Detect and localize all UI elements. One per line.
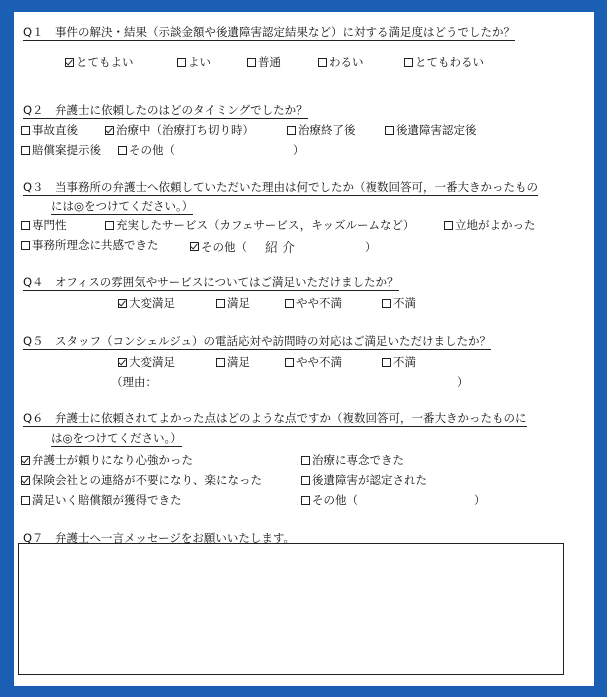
q6-label-line1: Q６ 弁護士に依頼されてよかった点はどのような点ですか（複数回答可，一番大きかったものに — [23, 411, 527, 425]
checkbox[interactable] — [318, 58, 327, 67]
checkbox[interactable] — [444, 221, 453, 230]
checkbox[interactable] — [190, 242, 199, 251]
q1-option-good[interactable]: よい — [177, 54, 211, 70]
q5-reason-field[interactable]: （理由： ） — [111, 375, 469, 389]
checkbox[interactable] — [216, 358, 225, 367]
checkbox[interactable] — [21, 221, 30, 230]
checkbox[interactable] — [21, 476, 30, 485]
checkbox[interactable] — [105, 221, 114, 230]
q2-option-other[interactable]: その他（ ） — [118, 142, 305, 158]
q6-option-compensation[interactable]: 満足いく賠償額が獲得できた — [21, 492, 182, 508]
q5-label: Q５ スタッフ（コンシェルジュ）の電話応対や訪問時の対応はご満足いただけましたか？ — [23, 334, 492, 348]
q6-option-focus-treatment[interactable]: 治療に専念できた — [301, 452, 404, 468]
q4-option-dissatisfied[interactable]: 不満 — [382, 295, 416, 311]
q5-option-dissatisfied[interactable]: 不満 — [382, 354, 416, 370]
checkbox[interactable] — [382, 358, 391, 367]
checkbox[interactable] — [21, 456, 30, 465]
q4-label: Q４ オフィスの雰囲気やサービスについてはご満足いただけましたか？ — [23, 275, 399, 289]
checkbox[interactable] — [118, 299, 127, 308]
q6-option-insurance-contact[interactable]: 保険会社との連絡が不要になり、楽になった — [21, 472, 262, 488]
q6-option-certified[interactable]: 後遺障害が認定された — [301, 472, 427, 488]
checkbox[interactable] — [105, 126, 114, 135]
checkbox[interactable] — [285, 299, 294, 308]
q5-option-satisfied[interactable]: 満足 — [216, 354, 250, 370]
checkbox[interactable] — [21, 126, 30, 135]
checkbox[interactable] — [382, 299, 391, 308]
q6-option-other[interactable]: その他（ ） — [301, 492, 486, 508]
q6-option-reliable[interactable]: 弁護士が頼りになり心強かった — [21, 452, 193, 468]
checkbox[interactable] — [301, 496, 310, 505]
q2-option-after-certification[interactable]: 後遺障害認定後 — [385, 122, 477, 138]
checkbox[interactable] — [301, 476, 310, 485]
q4-option-satisfied[interactable]: 満足 — [216, 295, 250, 311]
checkbox[interactable] — [21, 241, 30, 250]
q2-option-after-treatment[interactable]: 治療終了後 — [287, 122, 356, 138]
survey-sheet — [14, 12, 594, 686]
checkbox[interactable] — [301, 456, 310, 465]
checkbox[interactable] — [287, 126, 296, 135]
checkbox[interactable] — [118, 146, 127, 155]
checkbox[interactable] — [118, 358, 127, 367]
checkbox[interactable] — [385, 126, 394, 135]
q3-label-line2: には◎をつけてください。） — [51, 199, 194, 213]
q2-label: Q２ 弁護士に依頼したのはどのタイミングでしたか？ — [23, 103, 308, 117]
q4-option-very-satisfied[interactable]: 大変満足 — [118, 295, 175, 311]
checkbox[interactable] — [177, 58, 186, 67]
q3-option-location[interactable]: 立地がよかった — [444, 217, 536, 233]
q3-option-other[interactable]: その他（ 紹介 ） — [190, 237, 377, 256]
q3-other-handwritten: 紹介 — [265, 241, 300, 256]
q2-option-during-treatment[interactable]: 治療中（治療打ち切り時） — [105, 122, 254, 138]
q3-option-expertise[interactable]: 専門性 — [21, 217, 67, 233]
q2-option-after-offer[interactable]: 賠償案提示後 — [21, 142, 101, 158]
q4-option-somewhat-dissatisfied[interactable]: やや不満 — [285, 295, 342, 311]
checkbox[interactable] — [247, 58, 256, 67]
q1-option-very-bad[interactable]: とてもわるい — [404, 54, 484, 70]
q1-option-bad[interactable]: わるい — [318, 54, 364, 70]
checkbox[interactable] — [21, 146, 30, 155]
q1-label: Q１ 事件の解決・結果（示談金額や後遺障害認定結果など）に対する満足度はどうでしたか？ — [23, 25, 516, 39]
q3-option-services[interactable]: 充実したサービス（カフェサービス，キッズルームなど） — [105, 217, 415, 233]
q7-message-box[interactable] — [18, 543, 564, 675]
q3-label-line1: Q３ 当事務所の弁護士へ依頼していただいた理由は何でしたか（複数回答可，一番大きかったもの — [23, 180, 539, 194]
checkbox[interactable] — [21, 496, 30, 505]
checkbox[interactable] — [65, 58, 74, 67]
q1-option-normal[interactable]: 普通 — [247, 54, 281, 70]
checkbox[interactable] — [216, 299, 225, 308]
q5-option-somewhat-dissatisfied[interactable]: やや不満 — [285, 354, 342, 370]
checkbox[interactable] — [404, 58, 413, 67]
q6-label-line2: は◎をつけてください。） — [51, 431, 182, 445]
checkbox[interactable] — [285, 358, 294, 367]
q1-option-very-good[interactable]: とてもよい — [65, 54, 134, 70]
q5-option-very-satisfied[interactable]: 大変満足 — [118, 354, 175, 370]
q7-label: Q７ 弁護士へ一言メッセージをお願いいたします。 — [23, 531, 295, 545]
q2-option-right-after[interactable]: 事故直後 — [21, 122, 78, 138]
q3-option-philosophy[interactable]: 事務所理念に共感できた — [21, 237, 159, 253]
